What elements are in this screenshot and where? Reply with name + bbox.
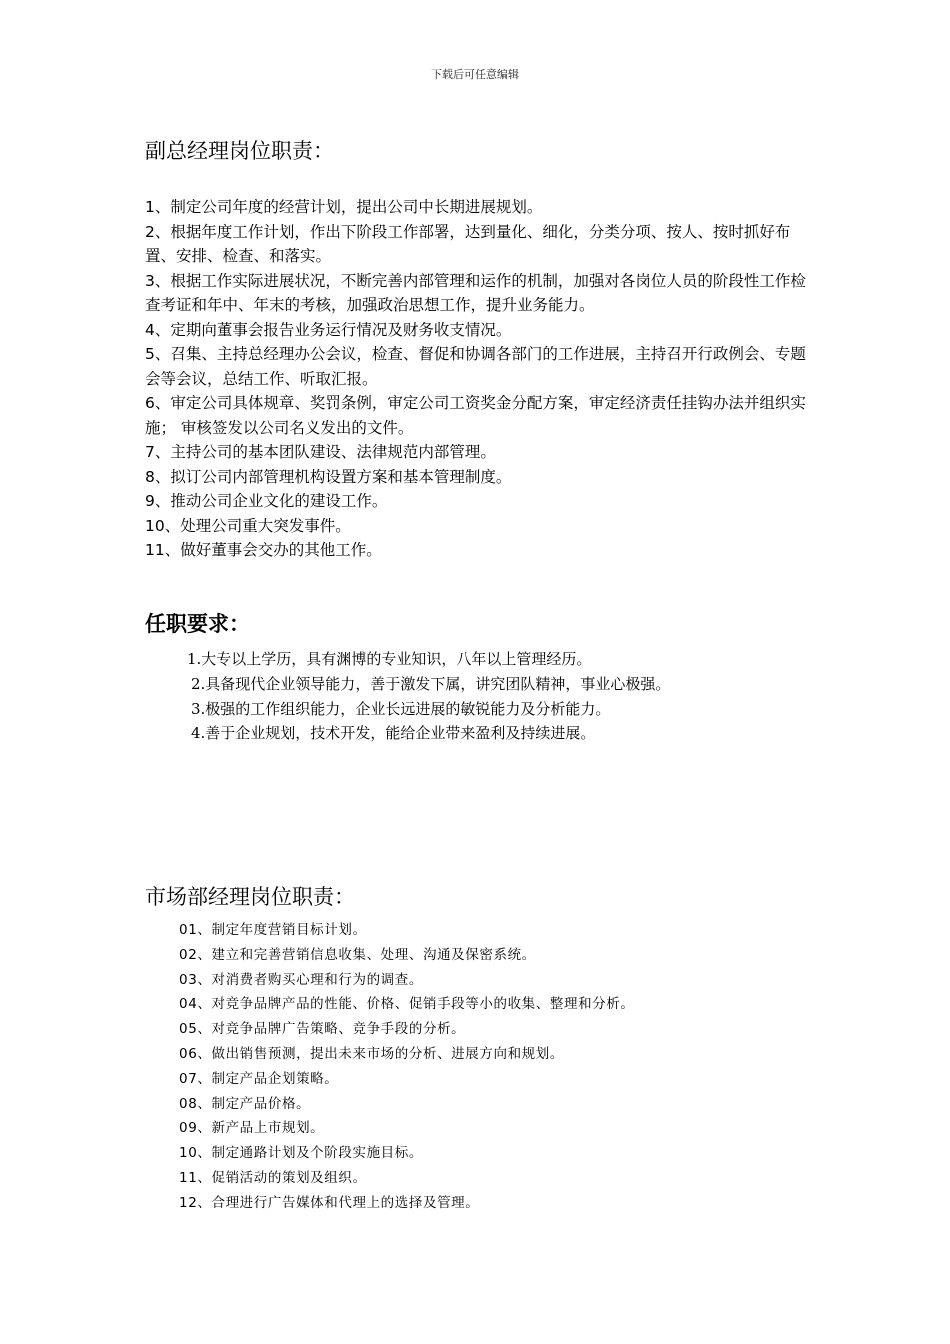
list-item: 09、新产品上市规划。 [179, 1120, 325, 1137]
section-title: 任职要求： [145, 612, 250, 636]
list-item: 5、召集、主持总经理办公会议，检查、督促和协调各部门的工作进展，主持召开行政例会、专题会等会议，总结工作、听取汇报。 [145, 345, 806, 388]
list-item: 10、制定通路计划及个阶段实施目标。 [179, 1145, 423, 1162]
list-item: 8、拟订公司内部管理机构设置方案和基本管理制度。 [145, 467, 512, 486]
list-item: 10、处理公司重大突发事件。 [145, 516, 351, 535]
list-item: 1.大专以上学历，具有渊博的专业知识，八年以上管理经历。 [187, 650, 592, 668]
section-marketing-manager-duties [145, 882, 815, 1216]
list-item: 02、建立和完善营销信息收集、处理、沟通及保密系统。 [179, 946, 536, 963]
list-item: 04、对竞争品牌产品的性能、价格、促销手段等小的收集、整理和分析。 [179, 996, 635, 1013]
list-item: 08、制定产品价格。 [179, 1095, 311, 1112]
list-item: 03、对消费者购买心理和行为的调查。 [179, 971, 423, 988]
list-item: 11、促销活动的策划及组织。 [179, 1169, 367, 1186]
list-item: 4.善于企业规划，技术开发，能给企业带来盈利及持续进展。 [191, 724, 596, 743]
list-item: 6、审定公司具体规章、奖罚条例，审定公司工资奖金分配方案，审定经济责任挂钩办法并组织实施； 审核签发以公司名义发出的文件。 [145, 394, 806, 437]
list-item: 05、对竞争品牌广告策略、竞争手段的分析。 [179, 1021, 466, 1038]
list-item: 11、做好董事会交办的其他工作。 [145, 541, 382, 559]
section-title: 副总经理岗位职责： [145, 139, 334, 163]
list-item: 07、制定产品企划策略。 [179, 1070, 339, 1087]
duty-list [145, 918, 815, 1216]
duty-list [145, 195, 815, 563]
list-item: 3、根据工作实际进展状况，不断完善内部管理和运作的机制，加强对各岗位人员的阶段性工作检查考证和年中、年末的考核，加强政治思想工作，提升业务能力。 [145, 271, 806, 314]
list-item: 06、做出销售预测，提出未来市场的分析、进展方向和规划。 [179, 1045, 564, 1062]
list-item: 4、定期向董事会报告业务运行情况及财务收支情况。 [145, 320, 512, 339]
list-item: 9、推动公司企业文化的建设工作。 [145, 492, 388, 510]
list-item: 3.极强的工作组织能力，企业长远进展的敏锐能力及分析能力。 [191, 699, 611, 718]
requirement-list [145, 647, 815, 746]
section-title: 市场部经理岗位职责： [145, 885, 355, 909]
header-note: 下载后可任意编辑 [431, 68, 519, 81]
list-item: 2、根据年度工作计划，作出下阶段工作部署，达到量化、细化，分类分项、按人、按时抓好布置、安排、检查、和落实。 [145, 222, 791, 265]
list-item: 2.具备现代企业领导能力，善于激发下属，讲究团队精神，事业心极强。 [191, 674, 671, 693]
section-requirements [145, 609, 815, 746]
list-item: 12、合理进行广告媒体和代理上的选择及管理。 [179, 1194, 480, 1211]
list-item: 1、制定公司年度的经营计划，提出公司中长期进展规划。 [145, 198, 543, 216]
section-vice-gm-duties [145, 136, 815, 563]
list-item: 01、制定年度营销目标计划。 [179, 922, 367, 938]
list-item: 7、主持公司的基本团队建设、法律规范内部管理。 [145, 443, 496, 461]
